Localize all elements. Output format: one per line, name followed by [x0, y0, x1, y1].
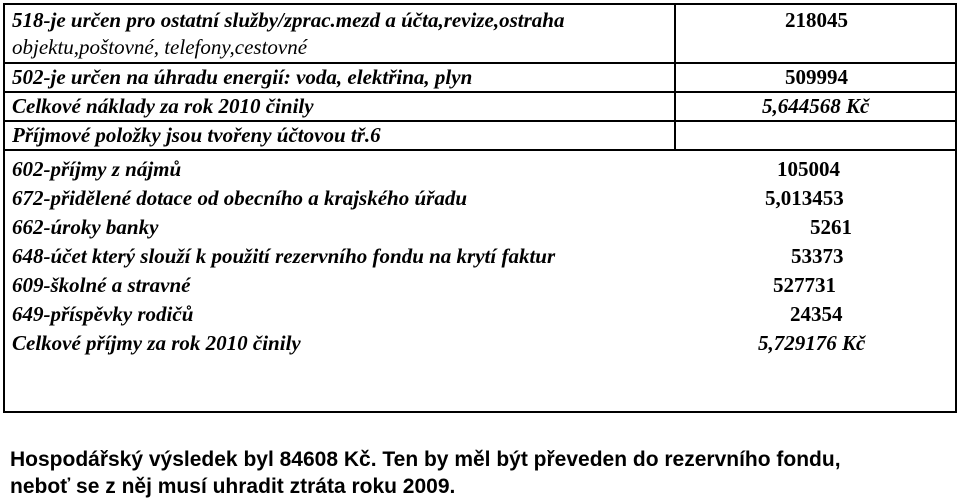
row-label: 672-přidělené dotace od obecního a krajského úřadu: [12, 186, 467, 210]
row-label: 662-úroky banky: [12, 215, 159, 239]
row-value: 53373: [791, 244, 844, 268]
row-divider: [5, 120, 955, 122]
row-label: Celkové náklady za rok 2010 činily: [12, 94, 314, 118]
row-value: 5,644568 Kč: [762, 94, 870, 118]
row-value: 5,013453: [765, 186, 844, 210]
row-label: 602-příjmy z nájmů: [12, 157, 182, 181]
footer-line: neboť se z něj musí uhradit ztráta roku 2009.: [10, 475, 456, 498]
row-divider: [5, 62, 955, 64]
row-label: 609-školné a stravné: [12, 273, 191, 297]
row-value: 509994: [785, 65, 848, 89]
row-value: 105004: [777, 157, 840, 181]
row-label: 648-účet který slouží k použití rezervního fondu na krytí faktur: [12, 244, 556, 268]
row-label: 649-příspěvky rodičů: [12, 302, 194, 326]
row-label: 518-je určen pro ostatní služby/zprac.mezd a účta,revize,ostraha: [12, 8, 565, 32]
row-value: 5,729176 Kč: [758, 331, 866, 355]
column-divider: [674, 5, 676, 149]
row-label: Příjmové položky jsou tvořeny účtovou tř.6: [12, 123, 381, 147]
row-label: Celkové příjmy za rok 2010 činily: [12, 331, 301, 355]
row-value: 5261: [810, 215, 852, 239]
row-label: 502-je určen na úhradu energií: voda, elektřina, plyn: [12, 65, 473, 89]
row-value: 24354: [790, 302, 843, 326]
row-divider: [5, 149, 955, 151]
footer-line: Hospodářský výsledek byl 84608 Kč. Ten by měl být převeden do rezervního fondu,: [10, 448, 841, 471]
row-label: objektu,poštovné, telefony,cestovné: [12, 35, 308, 59]
row-value: 527731: [773, 273, 836, 297]
report-table: [3, 3, 957, 413]
row-divider: [5, 91, 955, 93]
footer-note: [10, 446, 841, 500]
row-value: 218045: [785, 8, 848, 32]
